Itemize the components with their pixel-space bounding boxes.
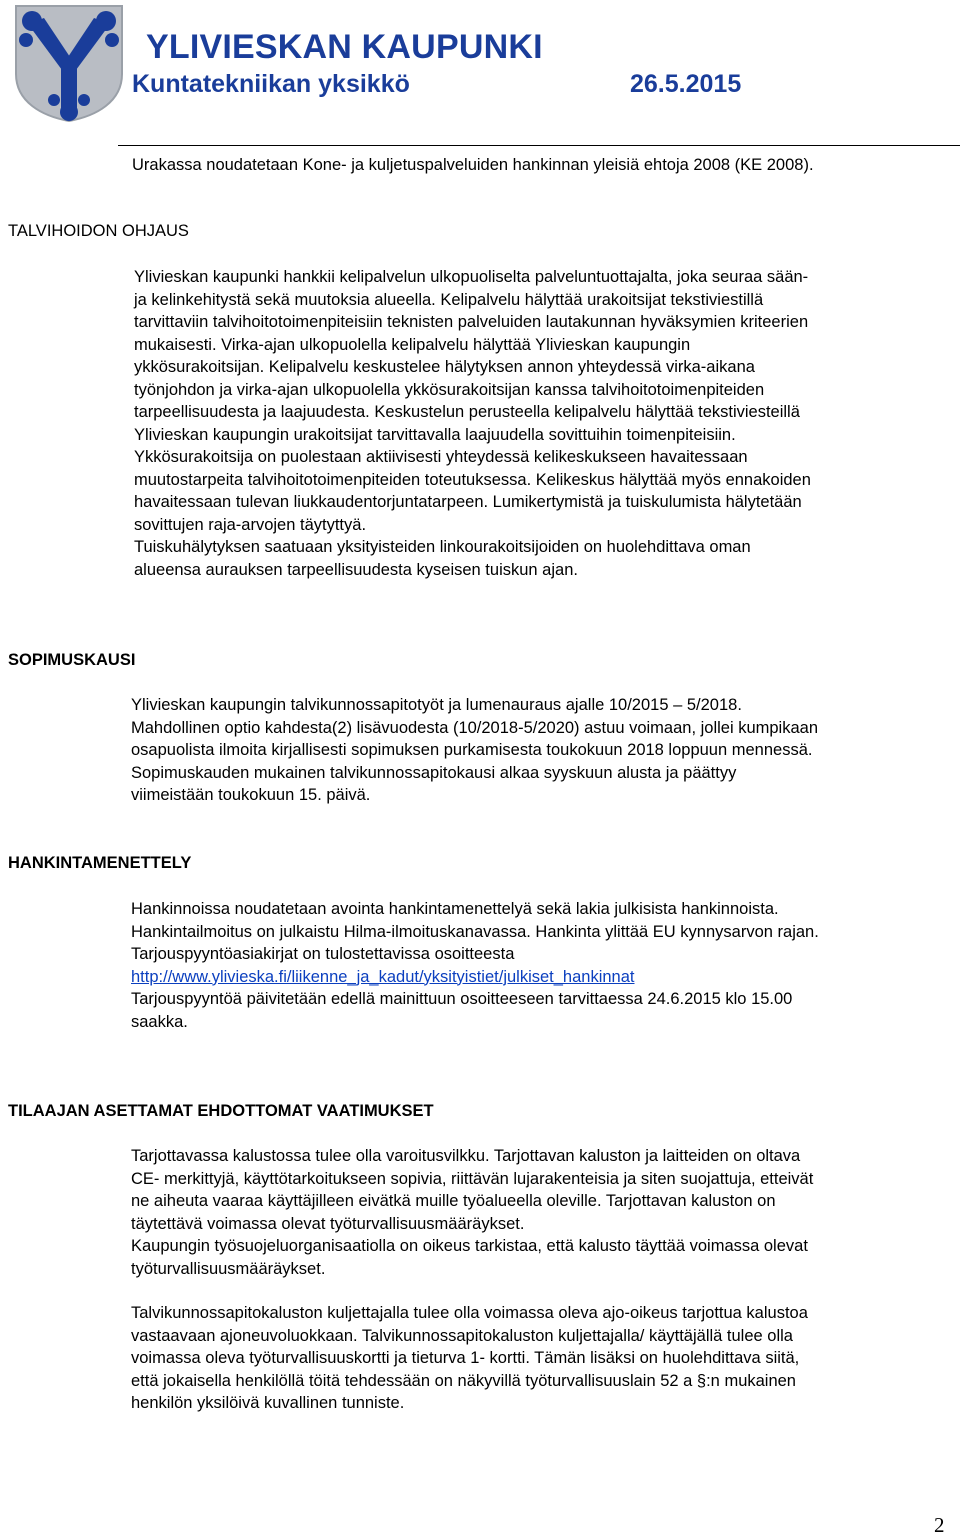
- text-line: Ylivieskan kaupungin urakoitsijat tarvittavalla laajuudella sovittuihin toimenpiteisiin.: [134, 425, 736, 444]
- document-date: 26.5.2015: [630, 70, 742, 98]
- text-line: Tarjottavassa kalustossa tulee olla varoitusvilkku. Tarjottavan kaluston ja laitteiden on oltava: [131, 1147, 801, 1165]
- text-line: täytettävä voimassa olevat työturvallisuusmääräykset.: [131, 1214, 525, 1233]
- text-line: henkilön yksilöivä kuvallinen tunniste.: [131, 1394, 405, 1412]
- text-line: Ylivieskan kaupunki hankkii kelipalvelun ulkopuoliselta palveluntuottajalta, joka seuraa sään-: [134, 268, 809, 286]
- text-line: vastaavaan ajoneuvoluokkaan. Talvikunnossapitokaluston kuljettajalla/ käyttäjällä tulee olla: [131, 1326, 793, 1345]
- text-line: ja kelinkehitystä sekä muutoksia alueella. Kelipalvelu hälyttää urakoitsijat tekstiviestillä: [134, 290, 764, 309]
- unit-name: Kuntatekniikan yksikkö: [132, 70, 410, 98]
- text-line: tarvittaviin talvihoitotoimenpiteisiin teknisten palveluiden lautakunnan hyväksymien kriteerien: [134, 313, 809, 331]
- text-line: osapuolista ilmoita kirjallisesti sopimuksen purkamisesta toukokuun 2018 loppuun mennessä.: [131, 741, 813, 759]
- text-line: viimeistään toukokuun 15. päivä.: [131, 786, 371, 804]
- text-line: ykkösurakoitsijan. Kelipalvelu keskustelee hälytyksen annon yhteydessä virka-aikana: [134, 358, 755, 376]
- header-divider: [118, 145, 960, 146]
- text-line: Ykkösurakoitsija on puolestaan aktiivisesti yhteydessä kelikeskukseen havaitessaan: [134, 448, 748, 466]
- text-line: Kaupungin työsuojeluorganisaatiolla on oikeus tarkistaa, että kalusto täyttää voimassa olevat: [131, 1237, 808, 1255]
- section-heading-sopimuskausi: SOPIMUSKAUSI: [8, 651, 136, 669]
- text-line: Sopimuskauden mukainen talvikunnossapitokausi alkaa syyskuun alusta ja päättyy: [131, 763, 737, 782]
- page-number: 2: [934, 1513, 945, 1537]
- text-line: saakka.: [131, 1012, 188, 1031]
- text-line: Tuiskuhälytyksen saatuaan yksityisteiden linkourakoitsijoiden on huolehdittava oman: [134, 538, 751, 556]
- text-line: CE- merkittyjä, käyttötarkoitukseen sopivia, riittävän lujarakenteisia ja siten suojattuja, etteivät: [131, 1169, 814, 1188]
- text-line: työturvallisuusmääräykset.: [131, 1259, 326, 1278]
- text-line: tarpeellisuudesta ja laajuudesta. Keskustelun perusteella kelipalvelu hälyttää tekstiviesteillä: [134, 403, 800, 421]
- text-line: Ylivieskan kaupungin talvikunnossapitotyöt ja lumenauraus ajalle 10/2015 – 5/2018.: [131, 696, 742, 714]
- text-line: Tarjouspyyntöä päivitetään edellä mainittuun osoitteeseen tarvittaessa 24.6.2015 klo 15.00: [131, 990, 793, 1008]
- text-line: Mahdollinen optio kahdesta(2) lisävuodesta (10/2018-5/2020) astuu voimaan, jollei kumpikaan: [131, 718, 819, 737]
- text-line: Talvikunnossapitokaluston kuljettajalla tulee olla voimassa oleva ajo-oikeus tarjottua kalustoa: [131, 1304, 808, 1322]
- text-line: ne aiheuta vaaraa käyttäjilleen eivätkä muille työalueella oleville. Tarjottavan kaluston on: [131, 1192, 776, 1210]
- section-heading-talvihoito: TALVIHOIDON OHJAUS: [8, 222, 189, 240]
- text-line: alueensa aurauksen tarpeellisuudesta kyseisen tuiskun ajan.: [134, 560, 578, 579]
- text-line: havaitessaan tulevan liukkaudentorjuntatarpeen. Lumikertymistä ja tuiskulumista hälytetään: [134, 493, 802, 511]
- text-line: sovittujen raja-arvojen täytyttyä.: [134, 515, 367, 534]
- coat-of-arms-icon: [14, 4, 124, 122]
- section-heading-hankintamenettely: HANKINTAMENETTELY: [8, 854, 192, 872]
- paragraph-sopimuskausi: [131, 694, 818, 807]
- paragraph-kuljettaja: [131, 1302, 808, 1415]
- text-line: Hankinnoissa noudatetaan avointa hankintamenettelyä sekä lakia julkisista hankinnoista.: [131, 900, 779, 918]
- paragraph-hankintamenettely: [131, 898, 819, 1033]
- organization-name: YLIVIESKAN KAUPUNKI: [146, 28, 543, 66]
- text-line: Hankintailmoitus on julkaistu Hilma-ilmoituskanavassa. Hankinta ylittää EU kynnysarvon rajan.: [131, 922, 819, 941]
- text-line: että jokaisella henkilöllä töitä tehdessään on näkyvillä työturvallisuuslain 52 a §:n mukainen: [131, 1371, 796, 1390]
- text-line: muutostarpeita talvihoitotoimenpiteiden toteutuksessa. Kelikeskus hälyttää myös ennakoiden: [134, 470, 811, 489]
- section-heading-vaatimukset: TILAAJAN ASETTAMAT EHDOTTOMAT VAATIMUKSET: [8, 1102, 434, 1120]
- tender-documents-link[interactable]: http://www.ylivieska.fi/liikenne_ja_kadut/yksityistiet/julkiset_hankinnat: [131, 967, 635, 986]
- text-line: työnjohdon ja virka-ajan ulkopuolella ykkösurakoitsijan kanssa talvihoitotoimenpiteiden: [134, 380, 765, 399]
- intro-paragraph: Urakassa noudatetaan Kone- ja kuljetuspalveluiden hankinnan yleisiä ehtoja 2008 (KE 2008).: [132, 156, 814, 174]
- text-line: Tarjouspyyntöasiakirjat on tulostettavissa osoitteesta: [131, 945, 515, 963]
- text-line: voimassa oleva työturvallisuuskortti ja tieturva 1- kortti. Tämän lisäksi on huolehdittava siitä,: [131, 1349, 800, 1367]
- text-line: mukaisesti. Virka-ajan ulkopuolella kelipalvelu hälyttää Ylivieskan kaupungin: [134, 335, 691, 354]
- paragraph-vaatimukset: [131, 1145, 813, 1280]
- paragraph-talvihoito: [134, 266, 811, 581]
